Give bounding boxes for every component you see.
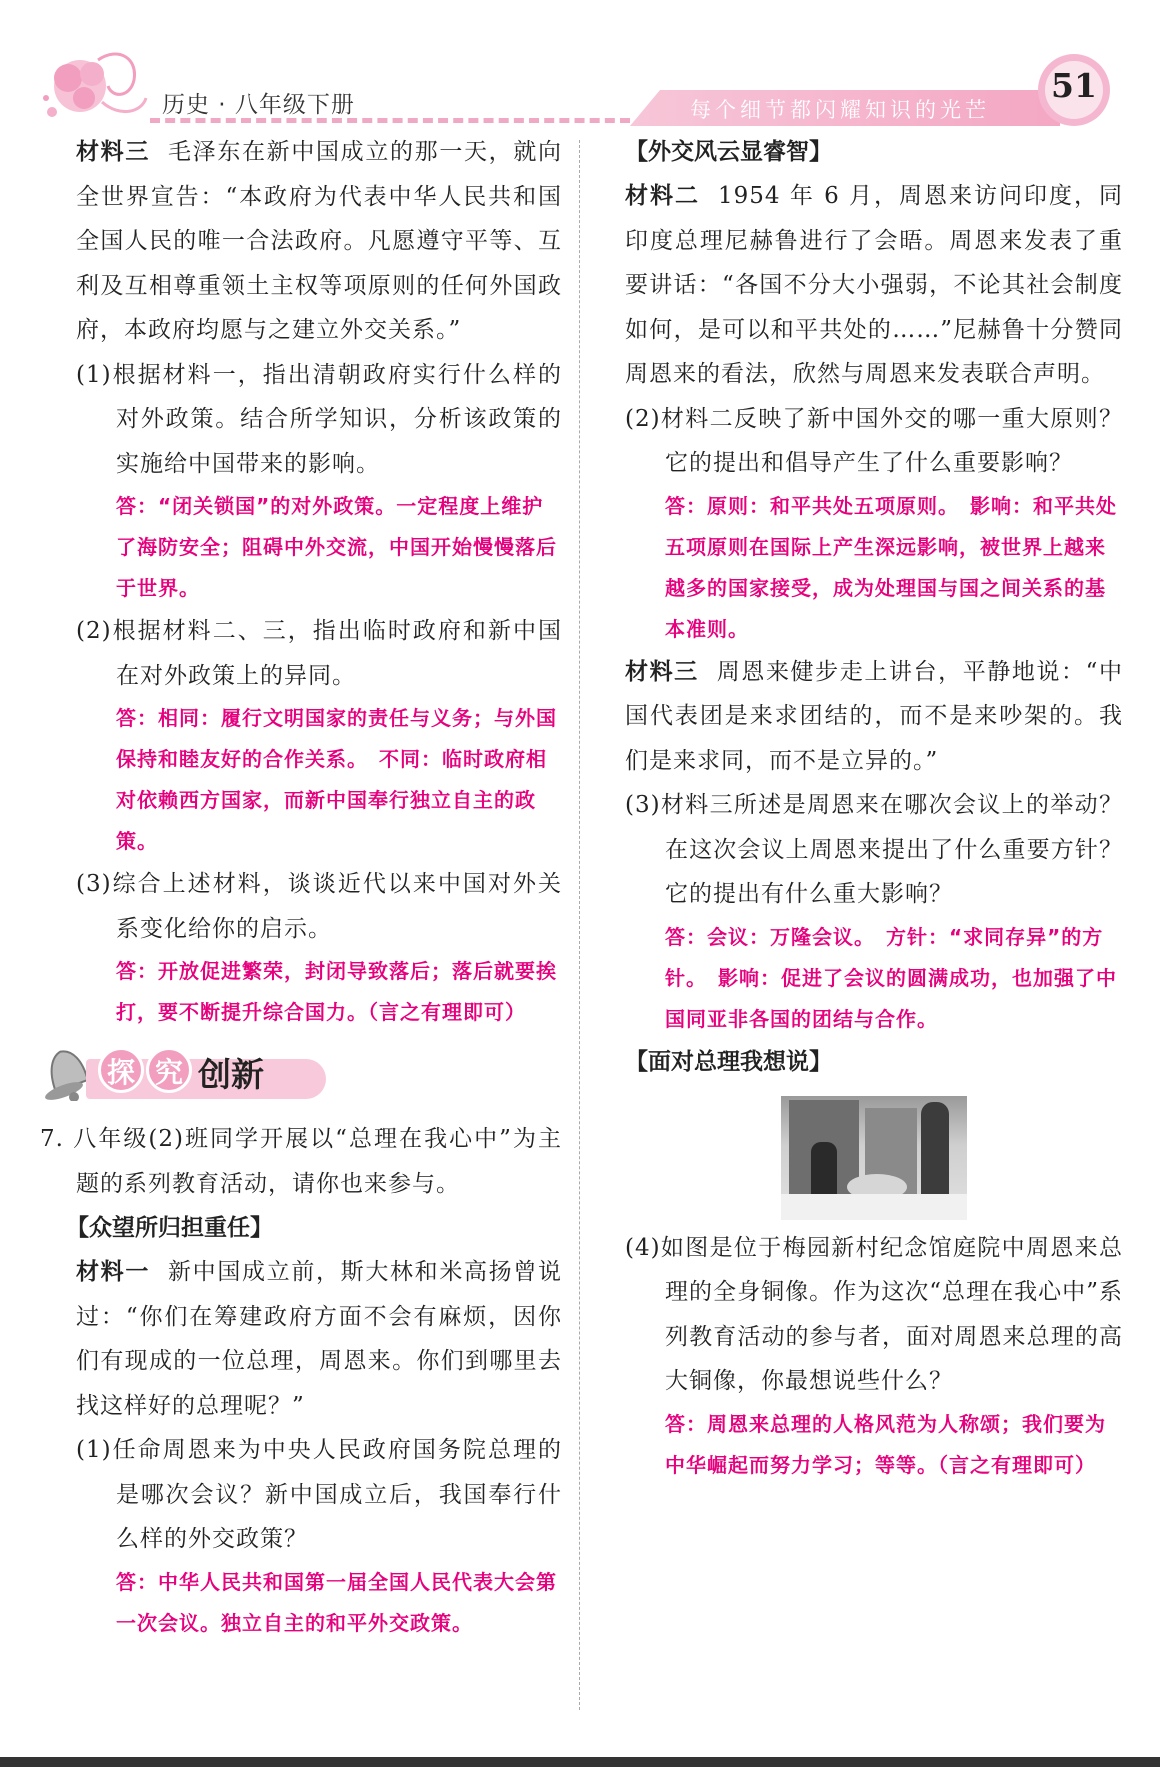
explore-char-2: 究 bbox=[146, 1047, 192, 1093]
bottom-bar bbox=[0, 1757, 1160, 1767]
header-dashed-line bbox=[150, 118, 630, 123]
page-number: 51 bbox=[1051, 66, 1097, 105]
header-motto: 每个细节都闪耀知识的光芒 bbox=[690, 98, 990, 122]
material-text: 毛泽东在新中国成立的那一天，就向全世界宣告：“本政府为代表中华人民共和国全国人民的唯一合法政府。凡愿遵守平等、互利及互相尊重领土主权等项原则的任何外国政府，本政府均愿与之建立外交关系。” bbox=[76, 139, 563, 343]
left-column bbox=[40, 130, 562, 1644]
material-label: 材料三 bbox=[625, 658, 699, 685]
material-three-right bbox=[625, 650, 1123, 784]
question-1: (1)根据材料一，指出清朝政府实行什么样的对外政策。结合所学知识，分析该政策的实施给中国带来的影响。 bbox=[76, 361, 562, 477]
explore-title: 创新 bbox=[198, 1055, 264, 1094]
right-column bbox=[625, 130, 1123, 1486]
material-text: 周恩来健步走上讲台，平静地说：“中国代表团是来求团结的，而不是来吵架的。我们是来求同，而不是立异的。” bbox=[625, 658, 1124, 774]
answer-7-3: 答：会议：万隆会议。 方针：“求同存异”的方针。 影响：促进了会议的圆满成功，也加强了中国同亚非各国的团结与合作。 bbox=[665, 924, 1117, 1031]
statue-photo bbox=[781, 1096, 967, 1220]
explore-innovate-heading bbox=[40, 1037, 562, 1115]
material-two bbox=[625, 174, 1123, 397]
section-heading-3: 【面对总理我想说】 bbox=[625, 1048, 832, 1075]
question-2: (2)根据材料二、三，指出临时政府和新中国在对外政策上的异同。 bbox=[76, 618, 562, 689]
question-7-3: (3)材料三所述是周恩来在哪次会议上的举动？在这次会议上周恩来提出了什么重要方针？它的提出有什么重大影响？ bbox=[625, 792, 1123, 907]
question-7: 7. 八年级(2)班同学开展以“总理在我心中”为主题的系列教育活动，请你也来参与。 bbox=[40, 1126, 562, 1197]
question-7-4: (4)如图是位于梅园新村纪念馆庭院中周恩来总理的全身铜像。作为这次“总理在我心中”系列教育活动的参与者，面对周恩来总理的高大铜像，你最想说些什么？ bbox=[625, 1234, 1123, 1394]
question-7-1: (1)任命周恩来为中央人民政府国务院总理的是哪次会议？新中国成立后，我国奉行什么样的外交政策？ bbox=[76, 1437, 562, 1552]
subject-title: 历史 · 八年级下册 bbox=[162, 92, 355, 118]
flower-ornament-icon bbox=[38, 40, 150, 130]
photo-ground bbox=[781, 1194, 967, 1220]
material-text: 1954 年 6 月，周恩来访问印度，同印度总理尼赫鲁进行了会晤。周恩来发表了重要讲话：“各国不分大小强弱，不论其社会制度如何，是可以和平共处的……”尼赫鲁十分赞同周恩来的看法，欣然与周恩来发表联合声明。 bbox=[625, 183, 1123, 387]
answer-3: 答：开放促进繁荣，封闭导致落后；落后就要挨打，要不断提升综合国力。（言之有理即可） bbox=[116, 959, 557, 1024]
answer-1: 答：“闭关锁国”的对外政策。一定程度上维护了海防安全；阻碍中外交流，中国开始慢慢落后于世界。 bbox=[116, 494, 557, 600]
material-three-left bbox=[40, 130, 562, 353]
column-divider bbox=[579, 140, 580, 1710]
answer-2: 答：相同：履行文明国家的责任与义务；与外国保持和睦友好的合作关系。 不同：临时政府相对依赖西方国家，而新中国奉行独立自主的政策。 bbox=[116, 706, 557, 853]
material-label: 材料一 bbox=[76, 1259, 150, 1285]
section-heading-1: 【众望所归担重任】 bbox=[66, 1215, 273, 1241]
answer-7-2: 答：原则：和平共处五项原则。 影响：和平共处五项原则在国际上产生深远影响，被世界上越来越多的国家接受，成为处理国与国之间关系的基本准则。 bbox=[665, 493, 1117, 641]
question-7-2: (2)材料二反映了新中国外交的哪一重大原则？它的提出和倡导产生了什么重要影响？ bbox=[625, 405, 1123, 476]
bell-icon bbox=[40, 1043, 92, 1101]
material-label: 材料二 bbox=[625, 183, 700, 209]
section-heading-2: 【外交风云显睿智】 bbox=[625, 139, 832, 165]
material-one bbox=[40, 1250, 562, 1428]
answer-7-1: 答：中华人民共和国第一届全国人民代表大会第一次会议。独立自主的和平外交政策。 bbox=[116, 1569, 557, 1635]
answer-7-4: 答：周恩来总理的人格风范为人称颂；我们要为中华崛起而努力学习；等等。（言之有理即可） bbox=[665, 1411, 1106, 1477]
explore-char-1: 探 bbox=[98, 1047, 144, 1093]
question-3: (3)综合上述材料，谈谈近代以来中国对外关系变化给你的启示。 bbox=[76, 871, 562, 942]
material-text: 新中国成立前，斯大林和米高扬曾说过：“你们在筹建政府方面不会有麻烦，因你们有现成的一位总理，周恩来。你们到哪里去找这样好的总理呢？” bbox=[76, 1259, 563, 1419]
material-label: 材料三 bbox=[76, 139, 150, 165]
